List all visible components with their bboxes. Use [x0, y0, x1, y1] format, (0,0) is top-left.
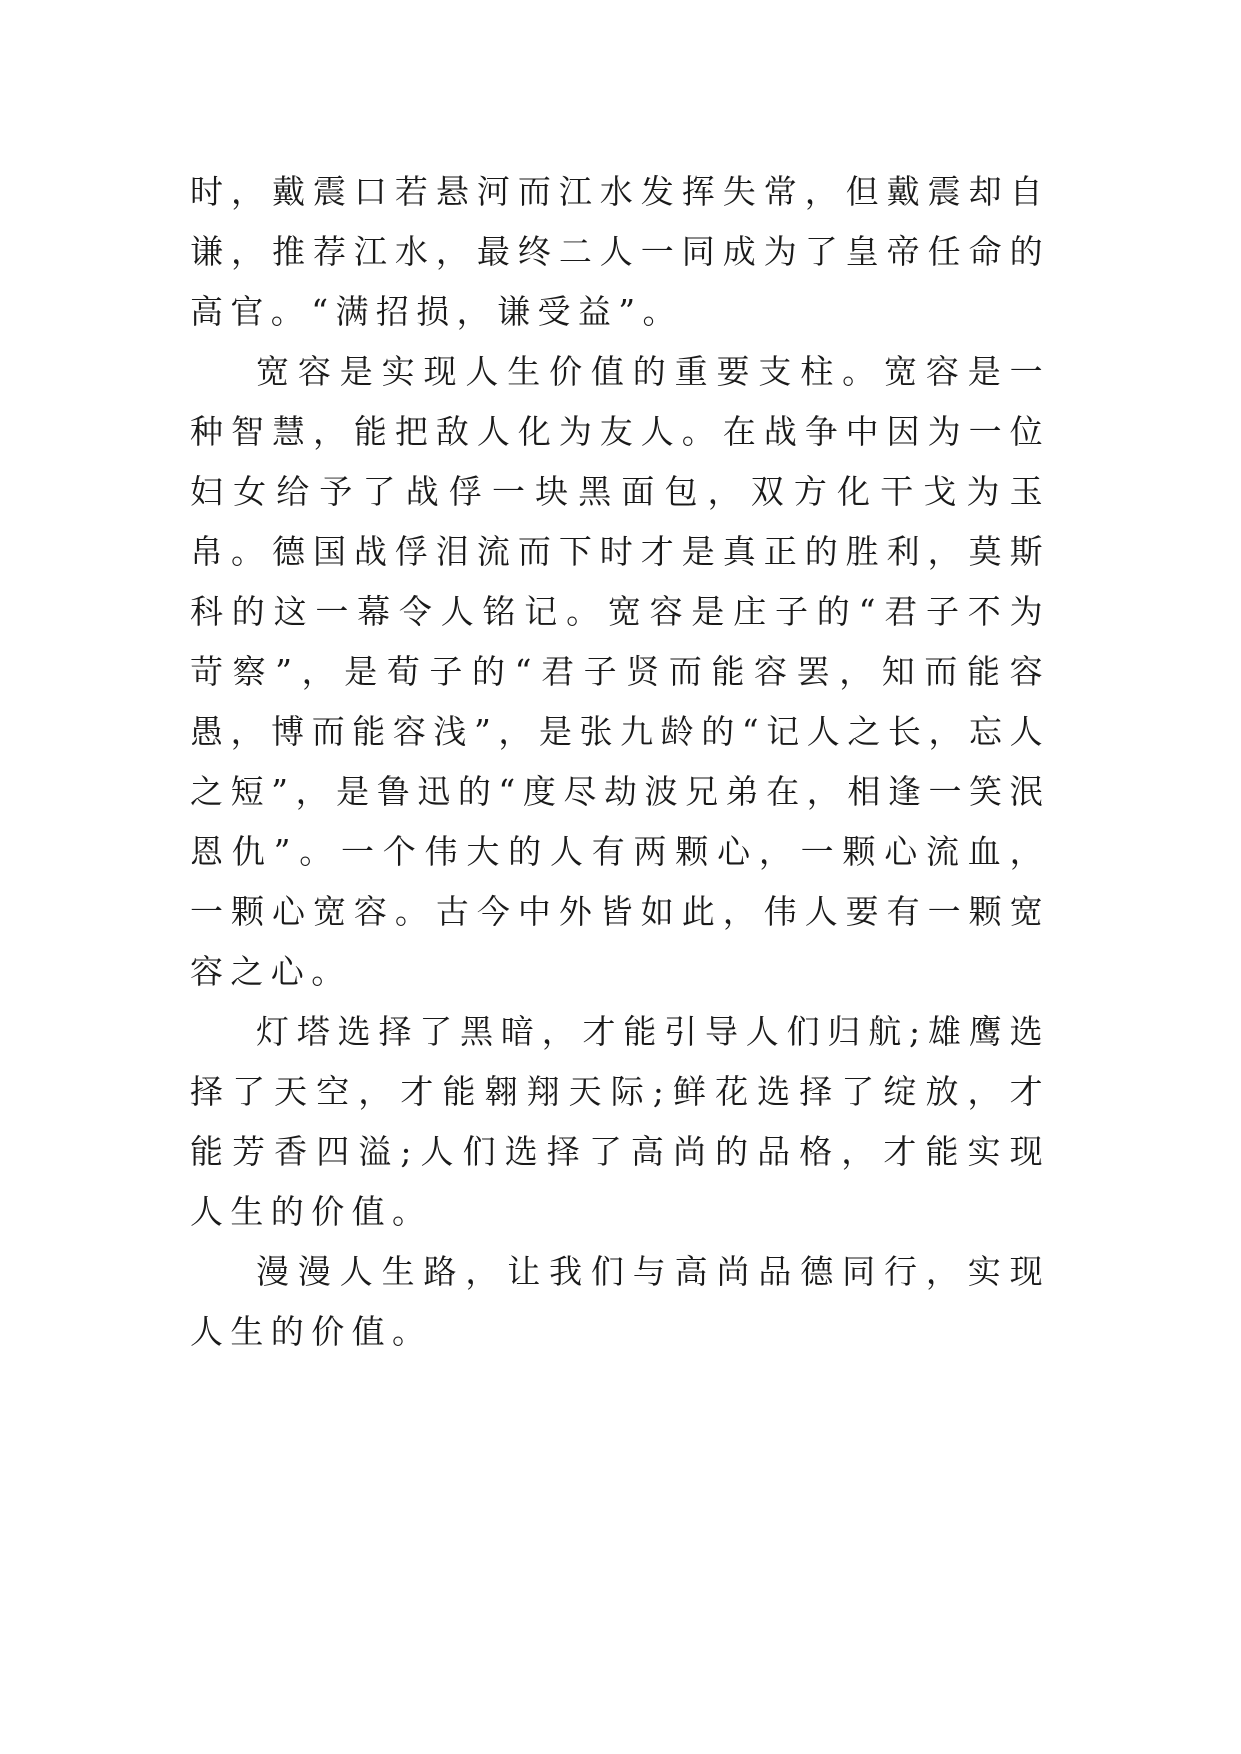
document-body [190, 162, 1050, 1362]
paragraph-choices: 灯塔选择了黑暗，才能引导人们归航;雄鹰选择了天空，才能翱翔天际;鲜花选择了绽放，才能芳香四溢;人们选择了高尚的品格，才能实现人生的价值。 [190, 1012, 1050, 1231]
paragraph-conclusion: 漫漫人生路，让我们与高尚品德同行，实现人生的价值。 [190, 1252, 1050, 1351]
paragraph-continuation: 时，戴震口若悬河而江水发挥失常，但戴震却自谦，推荐江水，最终二人一同成为了皇帝任命的高官。“满招损，谦受益”。 [190, 172, 1050, 331]
paragraph-tolerance: 宽容是实现人生价值的重要支柱。宽容是一种智慧，能把敌人化为友人。在战争中因为一位妇女给予了战俘一块黑面包，双方化干戈为玉帛。德国战俘泪流而下时才是真正的胜利，莫斯科的这一幕令人铭记。宽容是庄子的“君子不为苛察”，是荀子的“君子贤而能容罢，知而能容愚，博而能容浅”，是张九龄的“记人之长，忘人之短”，是鲁迅的“度尽劫波兄弟在，相逢一笑泯恩仇”。一个伟大的人有两颗心，一颗心流血，一颗心宽容。古今中外皆如此，伟人要有一颗宽容之心。 [190, 352, 1050, 991]
